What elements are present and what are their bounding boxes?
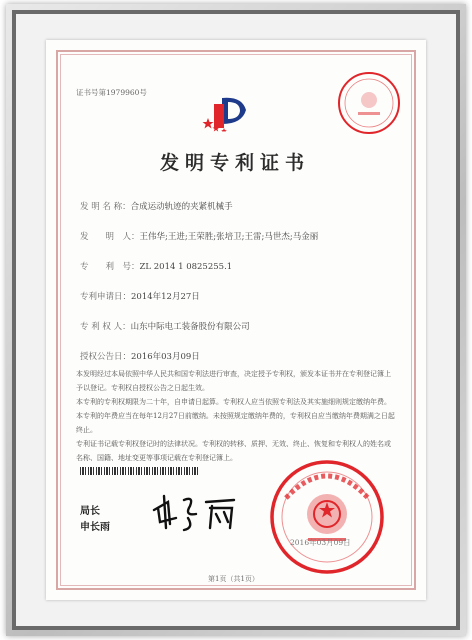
body-paragraph: 本发明经过本局依照中华人民共和国专利法进行审查，决定授予专利权，颁发本证书并在专利登记簿上予以登记。专利权自授权公告之日起生效。: [76, 370, 391, 392]
seal-date: 2016年03月09日: [290, 538, 351, 547]
patent-office-logo-icon: [202, 94, 266, 132]
field-label: 发 明 名 称：: [80, 202, 131, 212]
field-label: 专 利 权 人：: [80, 322, 131, 332]
certificate-number: 证书号第1979960号: [76, 88, 147, 97]
field-row: [80, 260, 232, 272]
field-value: 王伟华;王进;王荣胜;张培卫;王雷;马世杰;马金丽: [139, 232, 319, 242]
field-value: 合成运动轨迹的夹紧机械手: [130, 202, 233, 212]
field-row: [80, 230, 318, 242]
field-value: ZL 2014 1 0825255.1: [139, 262, 233, 272]
body-paragraph: 专利证书记载专利权登记时的法律状况。专利权的转移、质押、无效、终止、恢复和专利权人的姓名或名称、国籍、地址变更等事项记载在专利登记簿上。: [76, 440, 391, 462]
page-footer: 第1页（共1页）: [208, 575, 259, 583]
director-title: 局长: [80, 506, 100, 517]
field-value: 2014年12月27日: [131, 292, 200, 302]
field-row: [80, 200, 233, 212]
body-paragraph: 本专利的专利权期限为二十年，自申请日起算。专利权人应当依照专利法及其实施细则规定缴纳年费。本专利的年费应当在每年12月27日前缴纳。未按照规定缴纳年费的，专利权自应当缴纳年费期满之日起终止。: [76, 398, 395, 434]
field-value: 2016年03月09日: [131, 352, 200, 362]
barcode: [80, 467, 198, 475]
field-label: 专利申请日：: [80, 292, 132, 302]
field-label: 发 明 人：: [80, 232, 140, 242]
certificate-title: 发明专利证书: [159, 152, 310, 174]
field-label: 授权公告日：: [80, 352, 132, 362]
director-name: 申长雨: [80, 522, 110, 533]
signature-icon: [150, 488, 240, 534]
field-label: 专 利 号：: [80, 262, 140, 272]
field-row: [80, 290, 200, 302]
field-value: 山东中际电工装备股份有限公司: [130, 322, 250, 332]
field-row: [80, 350, 200, 362]
field-row: [80, 320, 250, 332]
top-right-seal-icon: [336, 70, 402, 136]
official-seal-icon: [268, 458, 386, 576]
